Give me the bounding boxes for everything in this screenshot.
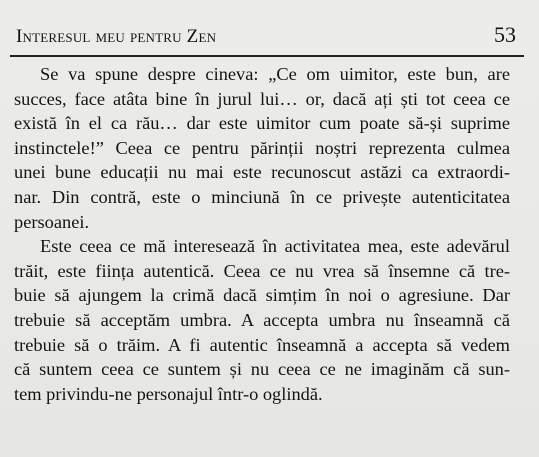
- text-line: tem privindu-ne personajul într-o oglindă.: [14, 383, 323, 404]
- text-line: există în el ca rău… dar este uimitor cum poate să-și suprime: [14, 113, 510, 134]
- text-line: trebuie să acceptăm umbra. A accepta umbra nu înseamnă că: [14, 309, 510, 330]
- text-line: trăit, este ființa autentică. Ceea ce nu vrea să însemne că tre-: [14, 260, 510, 281]
- text-line: nar. Din contră, este o minciună în ce privește autenticitatea: [14, 186, 510, 207]
- running-title: Interesul meu pentru Zen: [16, 26, 217, 47]
- text-line: buie să ajungem la crimă dacă simțim în noi o agresiune. Dar: [14, 285, 510, 306]
- header-rule: [10, 55, 524, 57]
- text-line: Este ceea ce mă interesează în activitatea mea, este adevărul: [40, 236, 510, 257]
- text-line: trebuie să o trăim. A fi autentic înseamnă a accepta să vedem: [14, 334, 510, 355]
- text-line: persoanei.: [14, 211, 90, 232]
- text-line: instinctele!” Ceea ce pentru părinții noștri reprezenta culmea: [14, 137, 510, 158]
- text-line: succes, face atâta bine în jurul lui… or, dacă ați ști tot ceea ce: [14, 88, 510, 109]
- running-head: [10, 20, 520, 54]
- body-text: [14, 62, 510, 406]
- text-line: Se va spune despre cineva: „Ce om uimitor, este bun, are: [40, 64, 510, 84]
- page-number: 53: [494, 22, 516, 47]
- text-line: unei bune educații nu mai este recunoscut astăzi ca extraordi-: [14, 162, 510, 183]
- text-line: că suntem ceea ce suntem și nu ceea ce ne imaginăm că sun-: [14, 359, 510, 380]
